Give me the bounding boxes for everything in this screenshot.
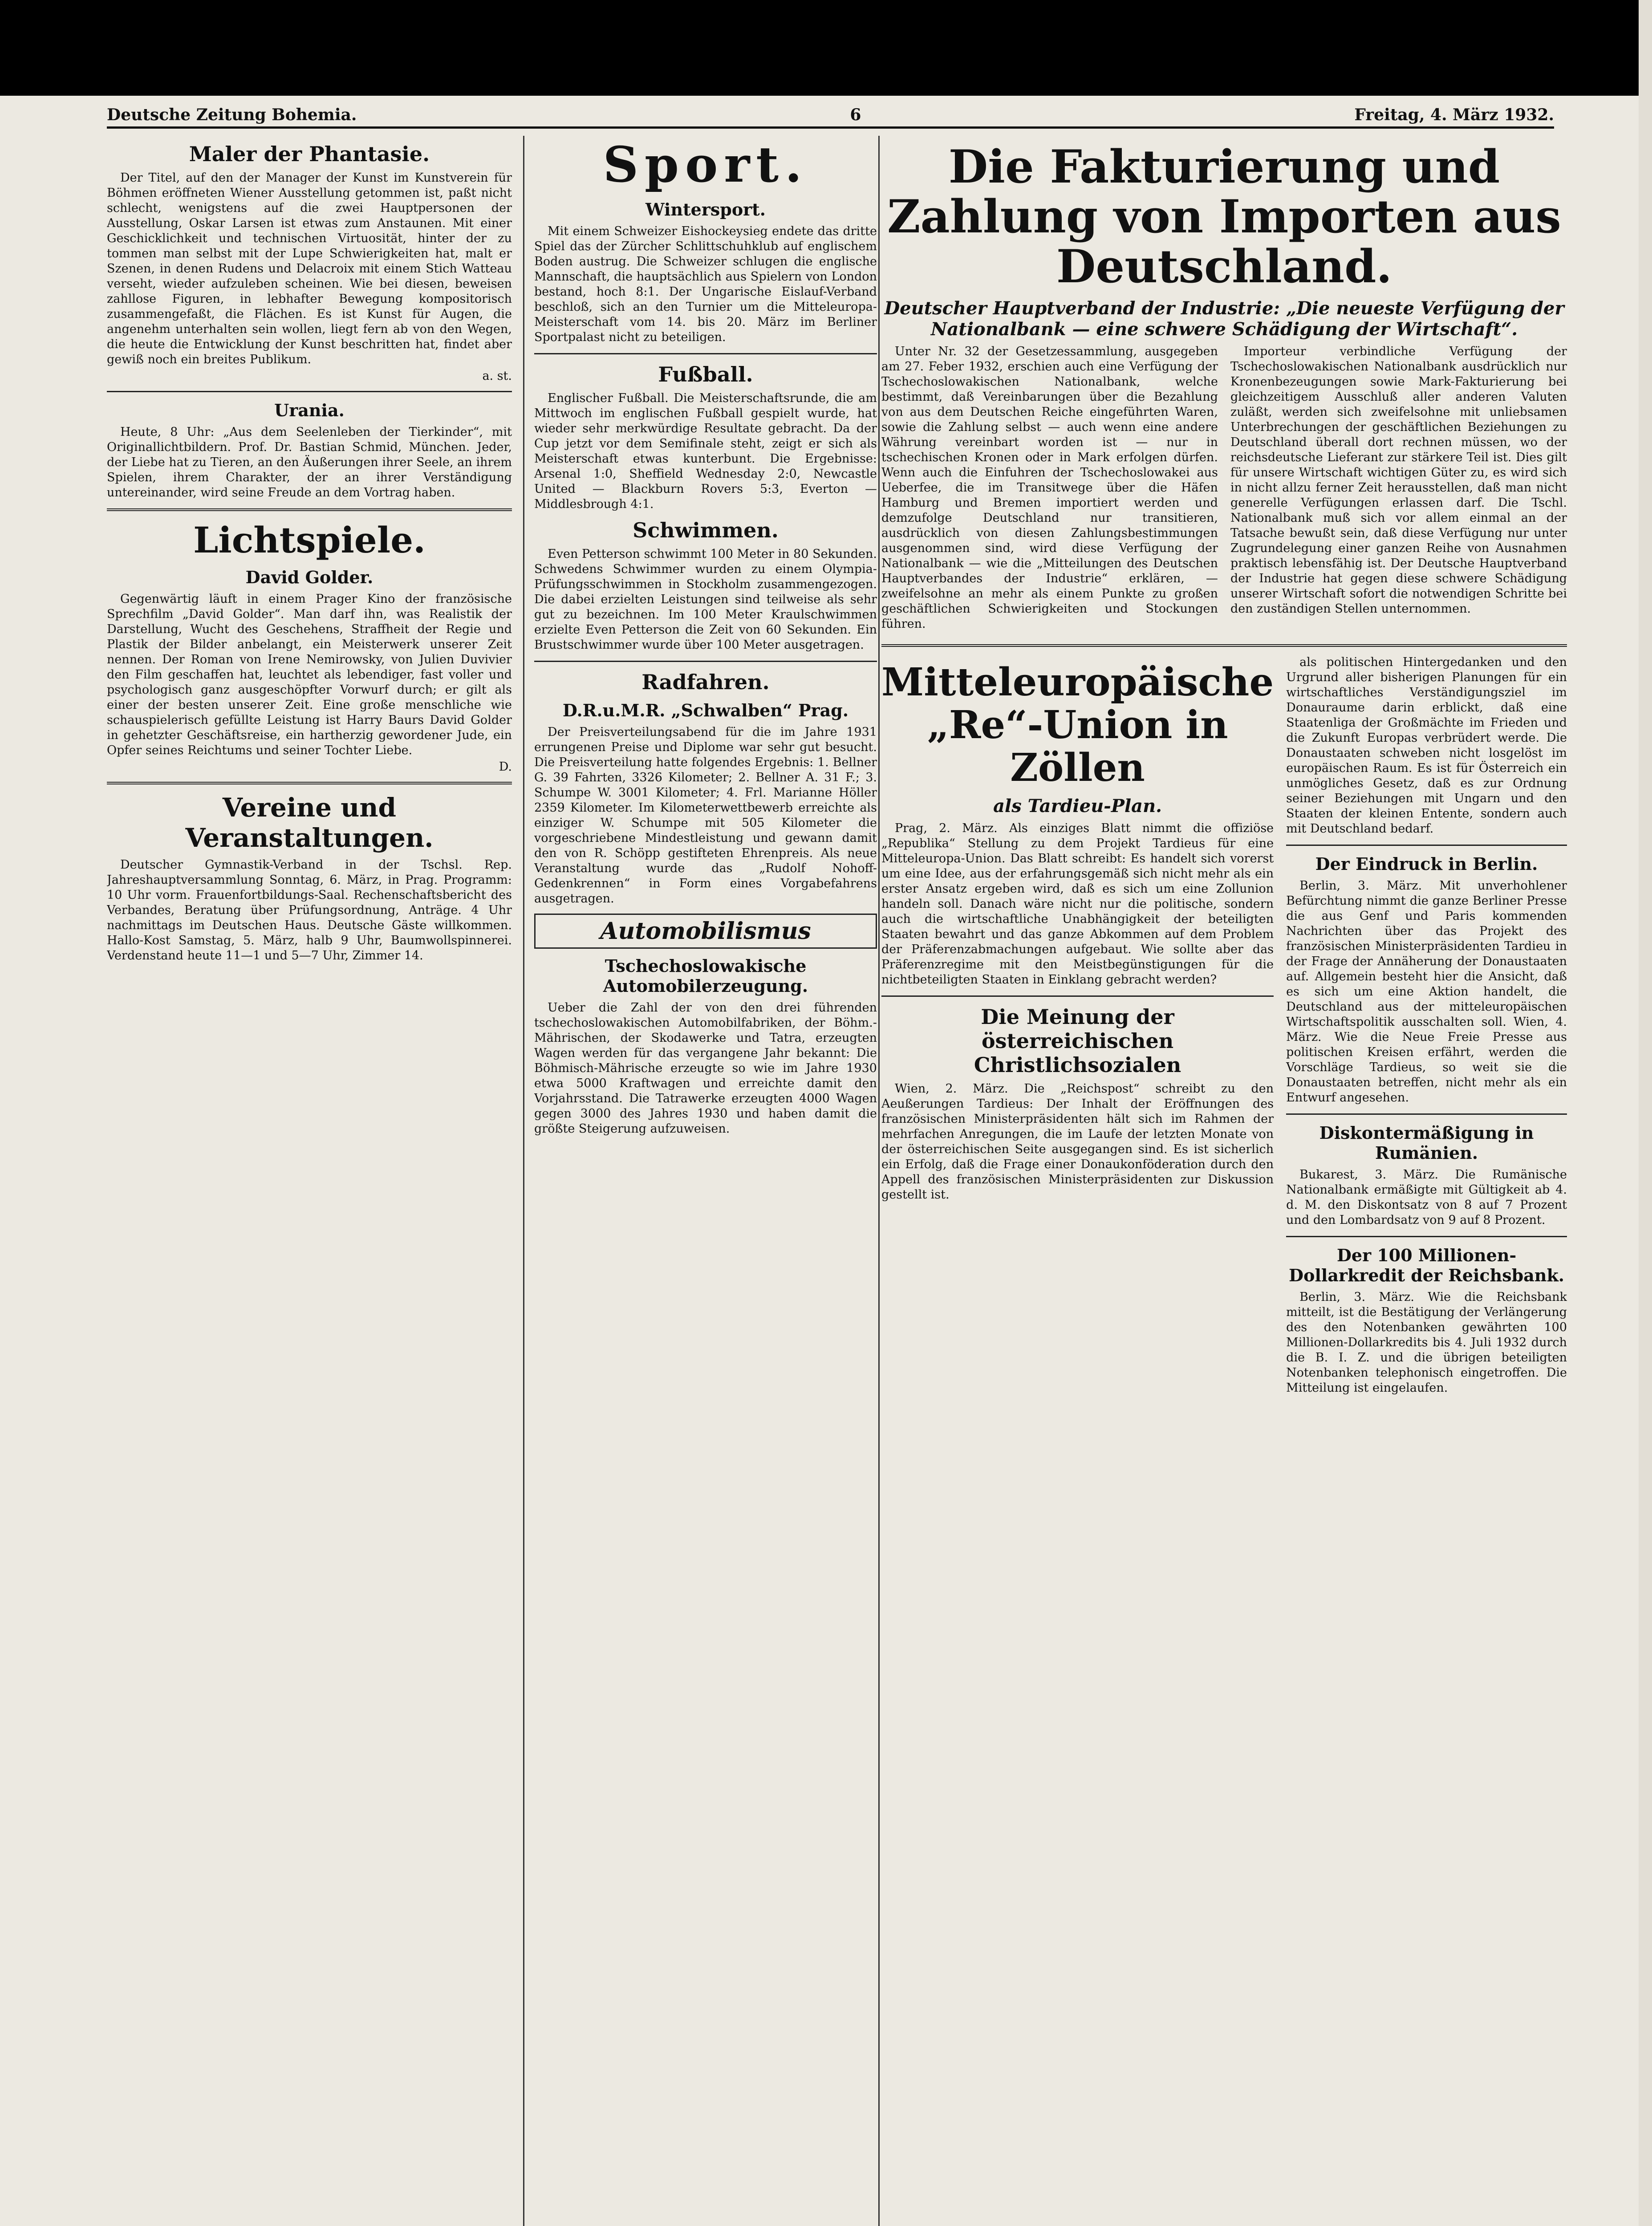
article-title: Der Eindruck in Berlin. bbox=[1315, 854, 1538, 874]
article-body: Bukarest, 3. März. Die Rumänische Nationalbank ermäßigte mit Gültigkeit ab 4. d. M. den Diskontsatz von 8 auf 7 Prozent und den Lombardsatz von 9 auf 8 Prozent. bbox=[1286, 1168, 1567, 1227]
article-title: David Golder. bbox=[245, 567, 373, 587]
article-body: Englischer Fußball. Die Meisterschaftsrunde, die am Mittwoch im englischen Fußball gespielt wurde, hat wieder sehr merkwürdige Resultate gebracht. Da der Cup jetzt vor dem Semifinale steht, zeigt er sich als Meisterschaft etwas kunterbunt. Die Ergebnisse: Arsenal 1:0, Sheffield Wednesday 2:0, Newcastle United — Blackburn Rovers 5:3, Everton — Middlesbrough 4:1. bbox=[534, 391, 877, 511]
article-body: Der Preisverteilungsabend für die im Jahre 1931 errungenen Preise und Diplome war sehr gut besucht. Die Preisverteilung hatte folgendes Ergebnis: 1. Bellner G. 39 Fahrten, 3326 Kilometer; 2. Bellner A. 31 F.; 3. Schumpe W. 3001 Kilometer; 4. Frl. Marianne Höller 2359 Kilometer. Im Kilometerwettbewerb erreichte als einziger W. Schumpe mit 505 Kilometer die vorgeschriebene Mindestleistung und gewann damit den von R. Schöpp gestifteten Ehrenpreis. Als neue Veranstaltung wurde das „Rudolf Nohoff-Gedenkrennen“ in Form eines Vorgabefahrens ausgetragen. bbox=[534, 725, 877, 906]
divider bbox=[1286, 1236, 1567, 1237]
article-title: Tschechoslowakische Automobilerzeugung. bbox=[603, 956, 808, 996]
article-title: Urania. bbox=[274, 400, 345, 420]
article-title: Die Meinung der österreichischen Christlichsozialen bbox=[974, 1005, 1181, 1077]
article-body: Gegenwärtig läuft in einem Prager Kino der französische Sprechfilm „David Golder“. Man darf ihn, was Realistik der Darstellung, Wucht des Geschehens, Straffheit der Regie und Plastik der Bilder anbelangt, ein Meisterwerk unserer Zeit nennen. Der Roman von Irene Nemirowsky, von Julien Duvivier den Film geschaffen hat, leuchtet als lebendiger, fast voller und psychologisch ganz ausgeschöpfter Vorwurf durch; er gilt als einer der besten unserer Zeit. Eine große menschliche wie schauspielerisch gefüllte Leistung ist Harry Baurs David Golder in gehetzter Geschäftsreise, ein hartherzig gewordener Jude, ein Opfer seines Reichtums und seiner Tochter Liebe. bbox=[107, 592, 512, 757]
column-right bbox=[881, 136, 1567, 2226]
divider bbox=[107, 508, 512, 511]
article-body: Importeur verbindliche Verfügung der Tschechoslowakischen Nationalbank ausdrücklich nur Kronenbezeugungen sowie Mark-Fakturierung bei gleichzeitigem Ausschluß aller anderen Valuten zuläßt, werden sich zweifelsohne mit unliebsamen Unterbrechungen der geschäftlichen Beziehungen zu Deutschland überall dort rechnen müssen, wo der reichsdeutsche Lieferant zur stärkere Teil ist. Dies gilt für unsere Wirtschaft wichtigen Güter zu, es wird sich in nicht allzu ferner Zeit herausstellen, daß man nicht generelle Verfügungen erlassen darf. Die Tschl. Nationalbank muß sich vor allem einmal an der Tatsache bewußt sein, daß diese Verfügung nur unter Zugrundelegung einer ganzen Reihe von Ausnahmen praktisch lebensfähig ist. Der Deutsche Hauptverband der Industrie hat gegen diese schwere Schädigung unserer Wirtschaft sofort die notwendigen Schritte bei den zuständigen Stellen unternommen. bbox=[1230, 345, 1567, 616]
headline: Mitteleuropäische „Re“-Union in Zöllen bbox=[881, 660, 1274, 790]
article-body: Mit einem Schweizer Eishockeysieg endete das dritte Spiel das der Zürcher Schlittschuhklub auf englischem Boden austrug. Die Schweizer schlugen die englische Mannschaft, die hauptsächlich aus Spielern von London bestand, hoch 8:1. Der Ungarische Eislauf-Verband beschloß, sich an den Turnier um die Mitteleuropa-Meisterschaft vom 14. bis 20. März im Berliner Sportpalast nicht zu beteiligen. bbox=[534, 224, 877, 344]
article-body: Ueber die Zahl der von den drei führenden tschechoslowakischen Automobilfabriken, der Böhm.-Mährischen, der Skodawerke und Tatra, erzeugten Wagen werden für das vergangene Jahr bekannt: Die Böhmisch-Mährische erzeugte so wie im Jahre 1930 etwa 5000 Kraftwagen und erreichte damit den Vorjahrsstand. Die Tatrawerke erzeugten 4000 Wagen gegen 3000 des Jahres 1930 und haben damit die größte Steigerung aufzuweisen. bbox=[534, 1001, 877, 1136]
article-subtitle: D.R.u.M.R. „Schwalben“ Prag. bbox=[562, 700, 849, 720]
article-title: Fußball. bbox=[658, 362, 753, 386]
issue-date: Freitag, 4. März 1932. bbox=[1354, 106, 1554, 124]
article-body: als politischen Hintergedanken und den Urgrund aller bisherigen Planungen für ein wirtschaftliches Verständigungsziel im Donauraume darin erblickt, daß eine Staatenliga der Großmächte im Frieden und die Zukunft Europas verbrüdert werde. Die Donaustaaten schweben nicht losgelöst im europäischen Raum. Es ist für Österreich ein unmögliches Gesetz, daß es zur Ordnung seiner Beziehungen mit Ungarn und den Staaten der kleinen Entente, sondern auch mit Deutschland bedarf. bbox=[1286, 655, 1567, 836]
headline: Die Fakturierung und Zahlung von Importen aus Deutschland. bbox=[887, 140, 1561, 293]
article-body: Heute, 8 Uhr: „Aus dem Seelenleben der Tierkinder“, mit Originallichtbildern. Prof. Dr. Bastian Schmid, München. Jeder, der Liebe hat zu Tieren, an den Äußerungen ihrer Seele, an ihrem Spielen, ihrem Charakter, der an ihrer Verständigung untereinander, wird seine Freude an dem Vortrag haben. bbox=[107, 425, 512, 500]
article-title: Maler der Phantasie. bbox=[189, 142, 430, 166]
section-title: Lichtspiele. bbox=[193, 519, 426, 561]
article-title: Der 100 Millionen-Dollarkredit der Reichsbank. bbox=[1289, 1245, 1565, 1285]
divider bbox=[534, 661, 877, 662]
divider bbox=[881, 995, 1274, 997]
article-body: Prag, 2. März. Als einziges Blatt nimmt die offiziöse „Republika“ Stellung zu dem Projekt Tardieus für eine Mitteleuropa-Union. Das Blatt schreibt: Es handelt sich vorerst um eine Idee, aus der erfahrungsgemäß sich nicht mehr als ein erster Ansatz ergeben wird, daß es sich um eine Zollunion handeln soll. Danach wäre nicht nur die politische, sondern auch die wirtschaftliche Unabhängigkeit der beteiligten Staaten bewahrt und das ganze Abkommen auf dem Problem der Präferenzabmachungen aufgebaut. Wie sollte aber das Präferenzregime mit den Meistbegünstigungen für die nichtbeteiligten Staaten in Einklang gebracht werden? bbox=[881, 821, 1274, 987]
scan-edge bbox=[1639, 0, 1652, 2226]
article-body: Berlin, 3. März. Wie die Reichsbank mitteilt, ist die Bestätigung der Verlängerung des den Notenbanken gewährten 100 Millionen-Dollarkredits bis 4. Juli 1932 durch die B. I. Z. und die übrigen beteiligten Notenbanken telephonisch eingetroffen. Die Mitteilung ist eingelaufen. bbox=[1286, 1290, 1567, 1395]
article-body: Unter Nr. 32 der Gesetzessammlung, ausgegeben am 27. Feber 1932, erschien auch eine Verfügung der Tschechoslowakischen Nationalbank, welche bestimmt, daß Vereinbarungen über die Bezahlung von aus dem Deutschen Reiche eingeführten Waren, sowie die Zahlung selbst — auch wenn eine andere Währung vereinbart worden ist — nur in tschechischen Kronen oder in Mark erfolgen dürfen. Wenn auch die Einfuhren der Tschechoslowakei aus Ueberfee, die im Transitwege über die Häfen Hamburg und Bremen importiert werden und demzufolge Deutschland nur transitieren, ausdrücklich von diesen Zahlungsbestimmungen ausgenommen sind, wird diese Verfügung der Nationalbank — wie die „Mitteilungen des Deutschen Hauptverbandes der Industrie“ erklären, — zweifelsohne an mehr als einem Punkte zu großen geschäftlichen Schwierigkeiten und Stockungen führen. bbox=[881, 345, 1218, 631]
divider bbox=[107, 391, 512, 392]
column-middle bbox=[534, 136, 877, 2226]
section-title: Automobilismus bbox=[534, 914, 877, 949]
article-body: Deutscher Gymnastik-Verband in der Tschsl. Rep. Jahreshauptversammlung Sonntag, 6. März, in Prag. Programm: 10 Uhr vorm. Frauenfortbildungs-Saal. Rechenschaftsbericht des Verbandes, Beratung über Prüfungsordnung, Anträge. 4 Uhr nachmittags im Deutschen Haus. Deutsche Gäste willkommen. Hallo-Kost Samstag, 5. März, halb 9 Uhr, Baumwollspinnerei. Verdenstand heute 11—1 und 5—7 Uhr, Zimmer 14. bbox=[107, 858, 512, 963]
scan-border bbox=[0, 0, 1652, 96]
headline-deck: als Tardieu-Plan. bbox=[993, 796, 1162, 816]
article-body: Der Titel, auf den der Manager der Kunst im Kunstverein für Böhmen eröffneten Wiener Ausstellung getommen ist, paßt nicht schlecht, wenigstens auf die zwei Hauptpersonen der Ausstellung, Oskar Larsen ist etwas zum Anstaunen. Mit einer Geschicklichkeit und technischen Virtuosität, hinter der zu tommen man selbst mit der Lupe Schwierigkeiten hat, malt er Szenen, in denen Rudens und Delacroix mit einem Stich Watteau verseht, wieder aufzuleben scheinen. Wie bei diesen, beweisen zahllose Figuren, in lebhafter Bewegung kompositorisch zusammengefaßt, die Flächen. Es ist Kunst für Augen, die angenehm unterhalten sein wollen, liegt fern ab von den Wegen, die heute die Entwicklung der Kunst beschritten hat, findet aber gewiß noch ein breites Publikum. bbox=[107, 171, 512, 366]
divider bbox=[534, 353, 877, 354]
article-title: Diskontermäßigung in Rumänien. bbox=[1319, 1123, 1534, 1163]
article-title: Schwimmen. bbox=[633, 518, 779, 542]
article-body: Berlin, 3. März. Mit unverhohlener Befürchtung nimmt die ganze Berliner Presse die aus Genf und Paris kommenden Nachrichten über das Projekt des französischen Ministerpräsidenten Tardieu in der Frage der Annäherung der Donaustaaten auf. Allgemein besteht hier die Ansicht, daß es sich um eine Aktion handelt, die Deutschland aus der mitteleuropäischen Wirtschaftspolitik ausschalten soll. Wien, 4. März. Wie die Neue Freie Presse aus politischen Kreisen erfährt, werden die Vorschläge Tardieus, so weit sie die Donaustaaten betreffen, nicht mehr als ein Entwurf angesehen. bbox=[1286, 879, 1567, 1105]
column-rule bbox=[523, 136, 524, 2226]
article-title: Wintersport. bbox=[645, 199, 766, 219]
column-rule bbox=[878, 136, 880, 2226]
masthead-name: Deutsche Zeitung Bohemia. bbox=[107, 106, 357, 124]
divider bbox=[1286, 1113, 1567, 1115]
divider bbox=[881, 644, 1567, 647]
section-title: Vereine und Veranstaltungen. bbox=[185, 792, 434, 853]
section-title: Sport. bbox=[603, 136, 808, 193]
article-body: Wien, 2. März. Die „Reichspost“ schreibt zu den Aeußerungen Tardieus: Der Inhalt der Eröffnungen des französischen Ministerpräsidenten hält sich im Rahmen der mehrfachen Anregungen, die im Laufe der letzten Monate von der österreichischen Seite ausgegangen sind. Es ist sicherlich ein Erfolg, daß die Frage einer Donaukonföderation durch den Appell des französischen Ministerpräsidenten zur Diskussion gestellt ist. bbox=[881, 1082, 1274, 1202]
divider bbox=[1286, 845, 1567, 846]
column-left bbox=[107, 136, 512, 2226]
article-body: Even Petterson schwimmt 100 Meter in 80 Sekunden. Schwedens Schwimmer wurden zu einem Olympia-Prüfungsschwimmen in Stockholm zusammengezogen. Die dabei erzielten Leistungen sind teilweise als sehr gut zu bezeichnen. Im 100 Meter Kraulschwimmen erzielte Even Petterson die Zeit von 60 Sekunden. Ein Brustschwimmer wurde über 100 Meter ausgetragen. bbox=[534, 547, 877, 652]
article-title: Radfahren. bbox=[641, 670, 770, 694]
article-columns bbox=[881, 344, 1567, 636]
headline-deck: Deutscher Hauptverband der Industrie: „Die neueste Verfügung der Nationalbank — eine schwere Schädigung der Wirtschaft“. bbox=[884, 298, 1564, 340]
article-columns bbox=[881, 655, 1567, 1400]
running-header bbox=[107, 103, 1554, 129]
divider bbox=[107, 782, 512, 784]
article-signature: a. st. bbox=[482, 369, 512, 383]
article-signature: D. bbox=[499, 760, 512, 774]
page-number: 6 bbox=[850, 106, 861, 124]
